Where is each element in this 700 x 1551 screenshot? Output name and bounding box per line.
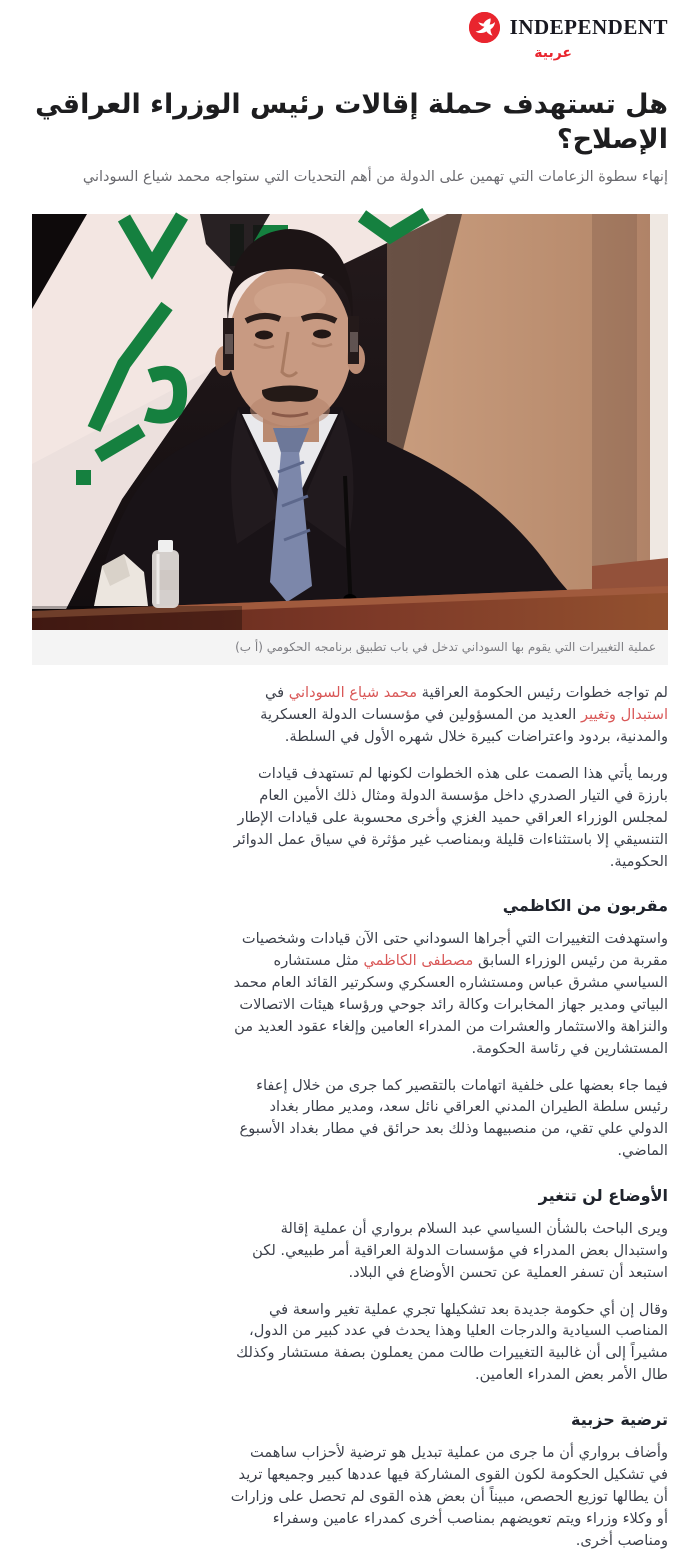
section-heading: مقربون من الكاظمي [502,896,668,916]
article-photo-illustration[interactable] [32,214,668,630]
section-heading: الأوضاع لن تتغير [538,1186,668,1206]
article-paragraph: واستهدفت التغييرات التي أجراها السوداني حتى الآن قيادات وشخصيات مقربة من رئيس الوزراء السابق مصطفى الكاظمي مثل مستشاره السياسي مشرق عباس ومستشاره العسكري وسكرتير القائد العام محمد البياتي ومدير جهاز المخابرات وكالة رائد جوحي ورؤساء هيئات الاتصالات والنزاهة والاستثمار والعشرات من المدراء العامين وإلغاء عقود العديد من المستشارين في رئاسة الحكومة. [233,930,668,1057]
article-paragraph: وربما يأتي هذا الصمت على هذه الخطوات لكونها لم تستهدف قيادات بارزة في التيار الصدري داخل مؤسسة الدولة ومثال ذلك الأمين العام لمجلس الوزراء العراقي حميد الغزي وأخرى محسوبة على قيادات الإطار التنسيقي إلا باستثناءات قليلة وبمناصب غير مؤثرة في سياق عمل الدوائر الحكومية. [233,764,668,870]
article-paragraph: فيما جاء بعضها على خلفية اتهامات بالتقصير كما جرى من خلال إعفاء رئيس سلطة الطيران المدني العراقي نائل سعد، ومدير مطار بغداد الدولي علي تقي، من منصبيهما وذلك بعد حرائق في مطار بغداد الأسبوع الماضي. [239,1076,668,1160]
brand-arabic-wordmark: عربية [534,45,572,61]
inline-link[interactable]: محمد شياع السوداني [288,684,418,702]
masthead [0,0,700,61]
inline-link[interactable]: استبدال وتغيير [580,706,668,724]
inline-link[interactable]: مصطفى الكاظمي [363,952,474,970]
image-caption: عملية التغييرات التي يقوم بها السوداني تدخل في باب تطبيق برنامجه الحكومي (أ ب) [32,630,668,665]
article-paragraph: وأضاف برواري أن ما جرى من عملية تبديل هو ترضية لأحزاب ساهمت في تشكيل الحكومة لكون القوى المشاركة فيها عددها كبير وجميعها تريد أن يطالها توزيع الحصص، مبيناً أن بعض هذه القوى لم تحصل على وزارات أو وكلاء وزراء ويتم تعويضهم بمناصب أخرى كمدراء عامين وسفراء ومناصب أخرى. [230,1443,668,1549]
brand-logo[interactable] [469,12,668,43]
section-heading: ترضية حزبية [571,1410,668,1430]
independent-eagle-icon [469,12,500,43]
page-title: هل تستهدف حملة إقالات رئيس الوزراء العراقي الإصلاح؟ [35,89,668,156]
article-paragraph: ويرى الباحث بالشأن السياسي عبد السلام برواري أن عملية إقالة واستبدال بعض المدراء في مؤسسات الدولة العراقية أمر طبيعي. لكن استبعد أن تسفر العملية عن تحسن الأوضاع في البلاد. [252,1219,668,1281]
brand-wordmark: INDEPENDENT [509,15,668,39]
article-figure [32,214,668,665]
article-paragraph: لم تواجه خطوات رئيس الحكومة العراقية محمد شياع السوداني في استبدال وتغيير العديد من المسؤولين في مؤسسات الدولة العسكرية والمدنية، بردود واعتراضات كبيرة خلال شهره الأول في السلطة. [260,684,668,746]
article-paragraph: وقال إن أي حكومة جديدة بعد تشكيلها تجري عملية تغير واسعة في المناصب السيادية والدرجات العليا وهذا يحدث في عدد كبير من الدول، مشيراً إلى أن غالبية التغييرات طالت ممن يعملون بصفة مستشار وكذلك طال الأمر بعض المدراء العامين. [236,1300,668,1384]
article-subtitle: إنهاء سطوة الزعامات التي تهمين على الدولة من أهم التحديات التي ستواجه محمد شياع السوداني [82,169,668,186]
article-body [230,682,668,1551]
